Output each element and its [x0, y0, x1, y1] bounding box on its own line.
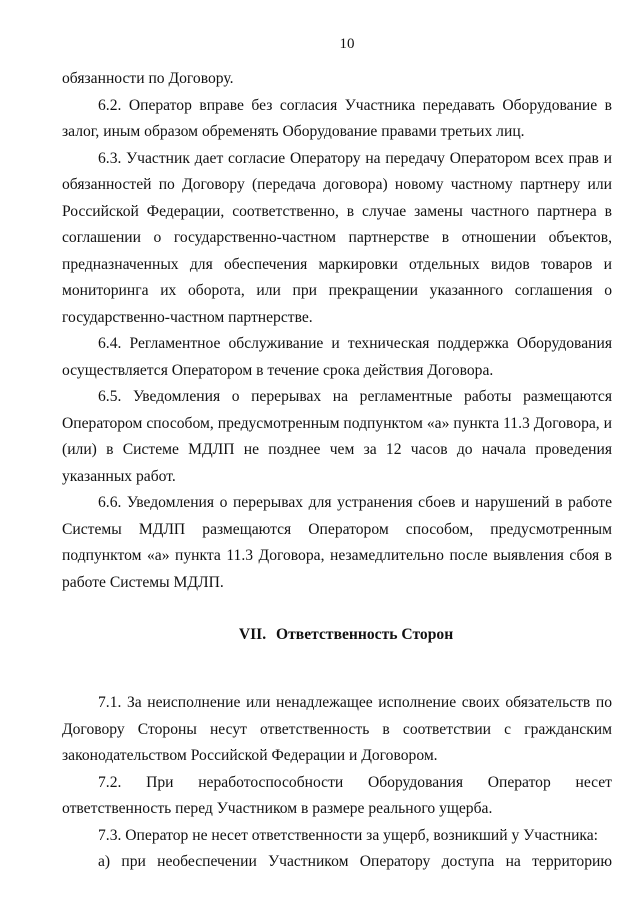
paragraph-6-6: 6.6. Уведомления о перерывах для устранения сбоев и нарушений в работе Системы МДЛП размещаются Оператором способом, предусмотренным подпунктом «а» пункта 11.3 Договора, незамедлительно после выявления сбоя в работе Системы МДЛП. — [62, 494, 612, 591]
paragraph-6-4: 6.4. Регламентное обслуживание и техническая поддержка Оборудования осуществляется Оператором в течение срока действия Договора. — [62, 335, 612, 379]
paragraph-continuation: обязанности по Договору. — [62, 70, 234, 87]
paragraph-7-1: 7.1. За неисполнение или ненадлежащее исполнение своих обязательств по Договору Стороны несут ответственность в соответствии с гражданским законодательством Российской Федерации и Договором. — [62, 694, 612, 764]
paragraph-6-2: 6.2. Оператор вправе без согласия Участника передавать Оборудование в залог, иным образом обременять Оборудование правами третьих лиц. — [62, 96, 612, 140]
paragraph-7-3-a: а) при необеспечении Участником Оператору доступа на территорию — [98, 853, 612, 870]
section-heading — [62, 622, 612, 648]
page-number: 10 — [339, 36, 355, 52]
section-title: Ответственность Сторон — [276, 626, 454, 643]
section-number: VII. — [238, 626, 267, 643]
paragraph-7-3: 7.3. Оператор не несет ответственности за ущерб, возникший у Участника: — [98, 826, 599, 844]
paragraph-6-3: 6.3. Участник дает согласие Оператору на передачу Оператором всех прав и обязанностей по Договору (передача договора) новому частному партнеру или Российской Федерации, соответственно, в случае замены частного партнера в соглашении о государственно-частном партнерстве в отношении объектов, предназначенных для обеспечения маркировки отдельных видов товаров и мониторинга их оборота, или при прекращении указанного соглашения о государственно-частном партнерстве. — [62, 149, 612, 326]
paragraph-6-5: 6.5. Уведомления о перерывах на регламентные работы размещаются Оператором способом, предусмотренным подпунктом «а» пункта 11.3 Договора, и (или) в Системе МДЛП не позднее чем за 12 часов до начала проведения указанных работ. — [62, 388, 612, 485]
paragraph-7-2: 7.2. При неработоспособности Оборудования Оператор несет ответственность перед Участником в размере реального ущерба. — [62, 773, 612, 817]
